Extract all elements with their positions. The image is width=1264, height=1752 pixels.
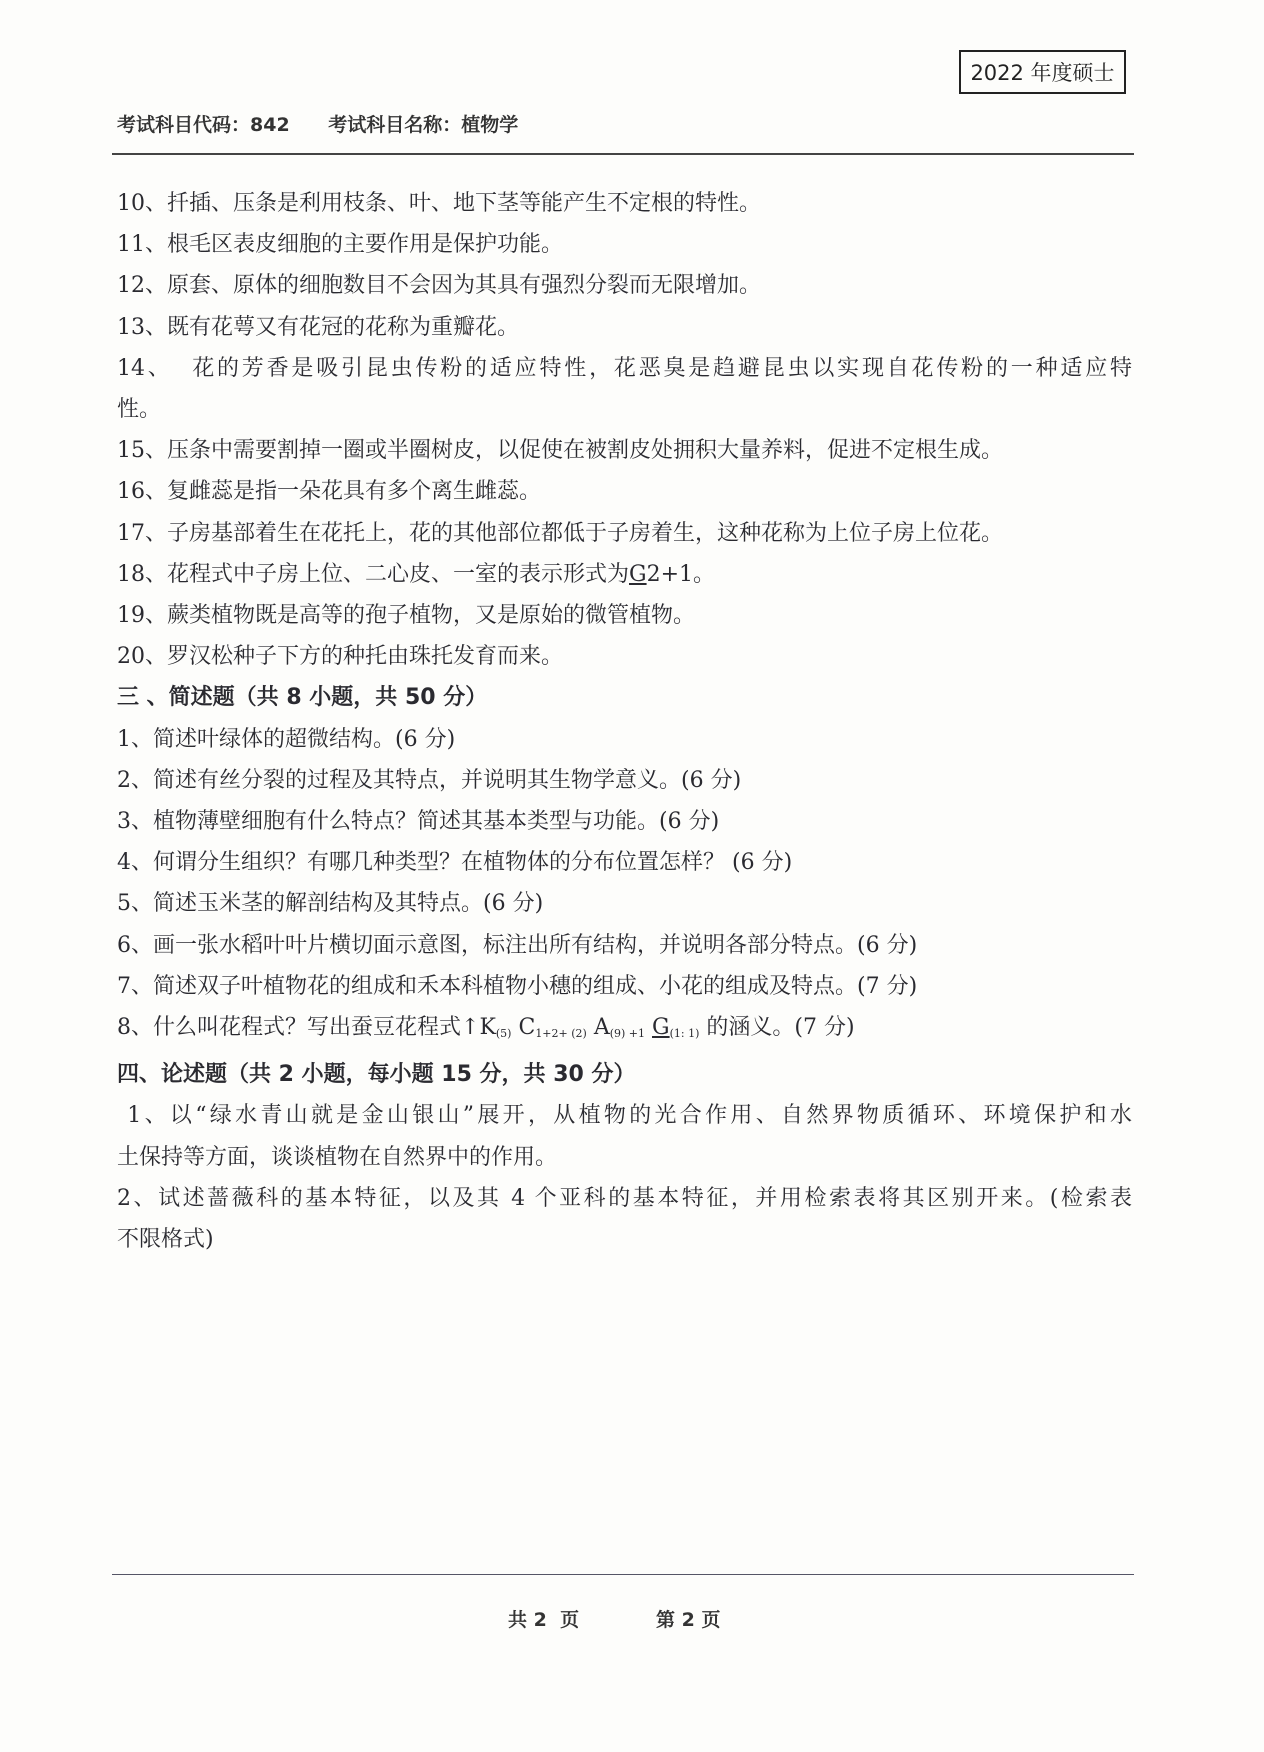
question-line: 不限格式) (117, 1227, 214, 1253)
formula-c: C (518, 1015, 536, 1041)
question-line (117, 554, 1132, 595)
formula-sub: (1: 1) (669, 1027, 700, 1041)
exam-content (117, 183, 1132, 1260)
formula-sub: (5) (495, 1027, 512, 1041)
question-line: 1、简述叶绿体的超微结构。(6 分) (117, 726, 456, 752)
question-line: 14、 花的芳香是吸引昆虫传粉的适应特性，花恶臭是趋避昆虫以实现自花传粉的一种适应特 (117, 355, 1132, 381)
question-line: 1、以“绿水青山就是金山银山”展开，从植物的光合作用、自然界物质循环、环境保护和水 (117, 1103, 1132, 1129)
question-line: 10、扦插、压条是利用枝条、叶、地下茎等能产生不定根的特性。 (117, 191, 761, 216)
question-line: 3、植物薄壁细胞有什么特点？简述其基本类型与功能。(6 分) (117, 809, 720, 835)
formula-sub: (9) +1 (609, 1027, 646, 1041)
formula-a: A (593, 1015, 610, 1041)
formula-k: K (479, 1015, 496, 1041)
exam-header (117, 110, 550, 137)
question-line: 15、压条中需要割掉一圈或半圈树皮，以促使在被割皮处拥积大量养料，促进不定根生成。 (117, 438, 1003, 464)
text: 的涵义。(7 分) (706, 1015, 855, 1041)
question-line: 7、简述双子叶植物花的组成和禾本科植物小穗的组成、小花的组成及特点。(7 分) (117, 973, 918, 999)
question-line: 5、简述玉米茎的解剖结构及其特点。(6 分) (117, 891, 544, 917)
header-divider (112, 153, 1134, 155)
subject-name: 考试科目名称：植物学 (328, 114, 519, 136)
question-line: 6、画一张水稻叶叶片横切面示意图，标注出所有结构，并说明各部分特点。(6 分) (117, 932, 918, 958)
text: 2+1。 (646, 561, 716, 587)
formula-g: G (629, 561, 647, 587)
question-line: 性。 (117, 397, 162, 423)
question-line (117, 1007, 1132, 1054)
question-line: 19、蕨类植物既是高等的孢子植物，又是原始的微管植物。 (117, 603, 695, 629)
text: 18、花程式中子房上位、二心皮、一室的表示形式为 (117, 561, 629, 587)
question-line: 16、复雌蕊是指一朵花具有多个离生雌蕊。 (117, 479, 541, 505)
question-line: 2、试述蔷薇科的基本特征，以及其 4 个亚科的基本特征，并用检索表将其区别开来。(检索表 (117, 1185, 1132, 1211)
page-total: 共 2 页 (508, 1609, 580, 1631)
formula-sub: 1+2+ (2) (535, 1027, 587, 1041)
section-heading: 四、论述题（共 2 小题，每小题 15 分，共 30 分） (117, 1062, 636, 1088)
question-line: 4、何谓分生组织？有哪几种类型？在植物体的分布位置怎样？ (6 分) (117, 850, 793, 876)
question-line: 2、简述有丝分裂的过程及其特点，并说明其生物学意义。(6 分) (117, 767, 742, 793)
formula-g: G (652, 1015, 670, 1041)
question-line: 12、原套、原体的细胞数目不会因为其具有强烈分裂而无限增加。 (117, 273, 761, 299)
zygomorphic-arrow-icon: ↑ (461, 1015, 480, 1041)
exam-year-badge: 2022 年度硕士 (959, 50, 1126, 94)
question-line: 17、子房基部着生在花托上，花的其他部位都低于子房着生，这种花称为上位子房上位花。 (117, 520, 1003, 546)
page-current: 第 2 页 (656, 1609, 721, 1631)
section-heading: 三 、简述题（共 8 小题，共 50 分） (117, 685, 488, 711)
subject-code: 考试科目代码：842 (117, 114, 290, 136)
question-line: 土保持等方面，谈谈植物在自然界中的作用。 (117, 1144, 558, 1170)
question-line: 11、根毛区表皮细胞的主要作用是保护功能。 (117, 232, 563, 258)
question-line: 13、既有花萼又有花冠的花称为重瓣花。 (117, 314, 519, 340)
question-line: 20、罗汉松种子下方的种托由珠托发育而来。 (117, 644, 563, 670)
text: 8、什么叫花程式？写出蚕豆花程式 (117, 1015, 461, 1041)
footer-divider (112, 1574, 1134, 1575)
